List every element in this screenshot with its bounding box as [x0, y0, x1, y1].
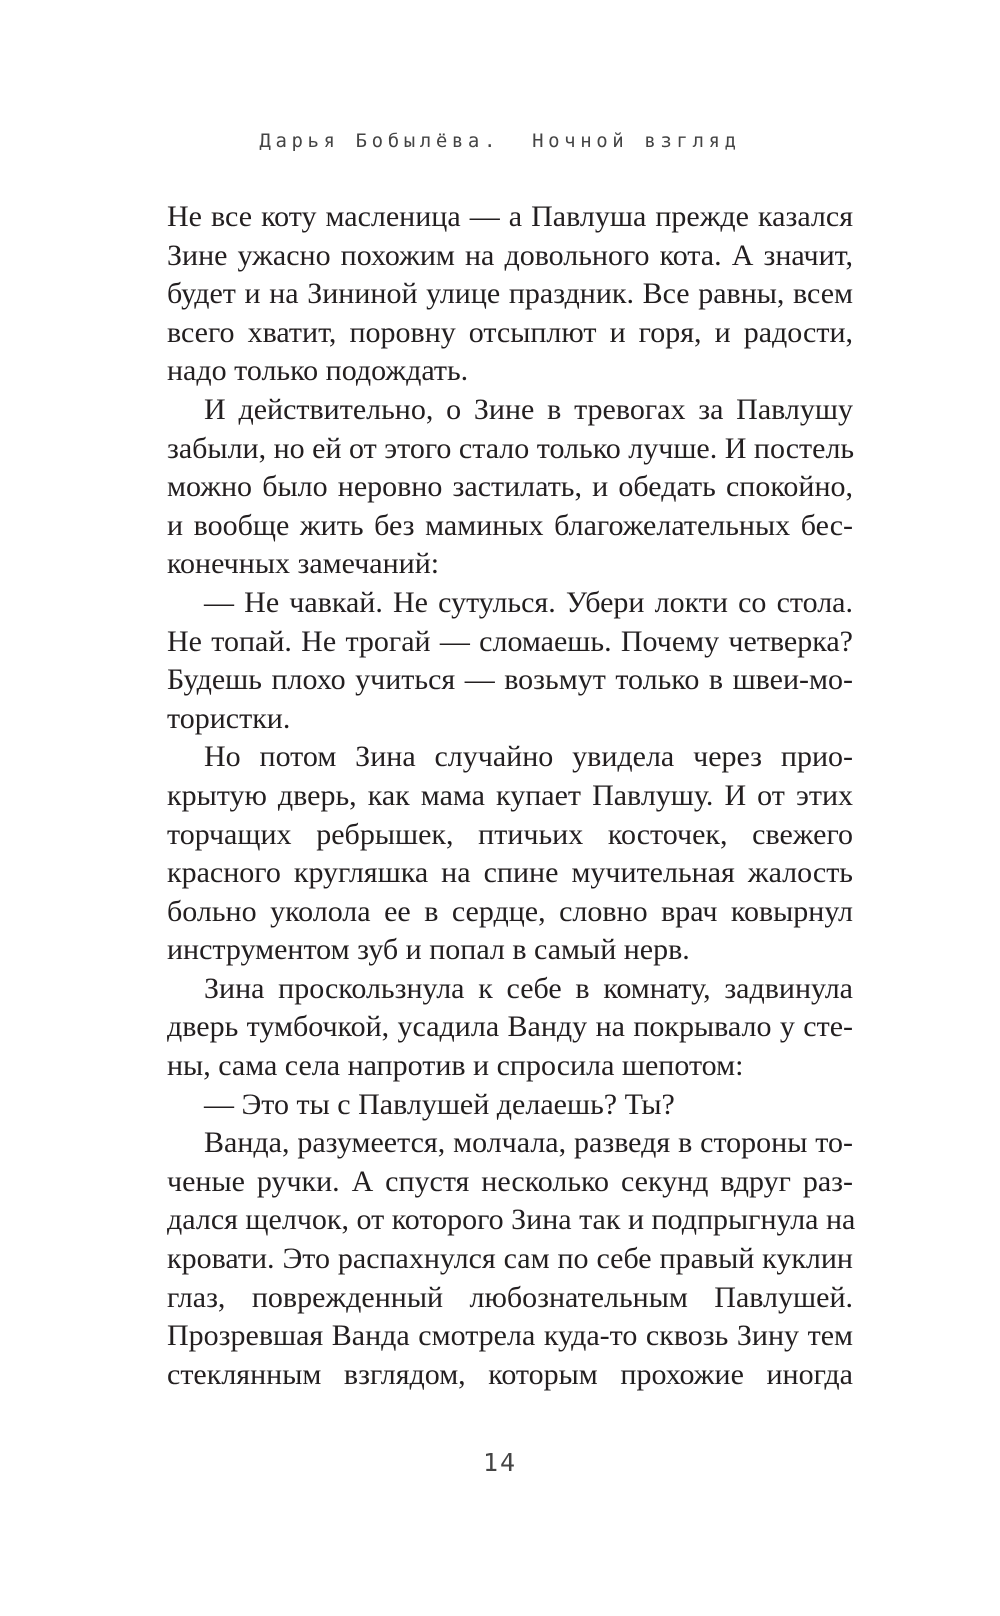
text-line: крытую дверь, как мама купает Павлушу. И от этих [167, 778, 853, 812]
text-line: — Это ты с Павлушей делаешь? Ты? [204, 1087, 675, 1121]
text-line: Будешь плохо учиться — возьмут только в швеи-мо- [167, 663, 853, 697]
text-line: и вообще жить без маминых благожелательных бес- [167, 508, 853, 542]
text-line: ны, сама села напротив и спросила шепотом: [167, 1049, 744, 1083]
text-line: стеклянным взглядом, которым прохожие иногда [167, 1357, 853, 1391]
text-line: ченые ручки. А спустя несколько секунд вдруг раз- [167, 1164, 853, 1198]
text-line: Зина проскользнула к себе в комнату, задвинула [204, 971, 853, 1005]
text-line: Зине ужасно похожим на довольного кота. А значит, [167, 238, 853, 272]
paragraph [167, 970, 853, 1086]
text-line: Ванда, разумеется, молчала, разведя в стороны то- [204, 1126, 853, 1160]
text-line: можно было неровно застилать, и обедать спокойно, [167, 470, 853, 504]
text-line: тористки. [167, 701, 291, 735]
text-line: Не топай. Не трогай — сломаешь. Почему четверка? [167, 624, 853, 658]
text-line: конечных замечаний: [167, 547, 440, 581]
text-line: всего хватит, поровну отсыплют и горя, и радости, [167, 315, 853, 349]
text-line: глаз, поврежденный любознательным Павлушей. [167, 1280, 853, 1314]
running-head-author: Дарья Бобылёва. [259, 130, 500, 152]
body-text [167, 198, 856, 1394]
text-line: И действительно, о Зине в тревогах за Павлушу [204, 392, 853, 426]
text-line: дался щелчок, от которого Зина так и подпрыгнула на [167, 1203, 856, 1237]
text-line: красного кругляшка на спине мучительная жалость [167, 856, 853, 890]
paragraph [167, 584, 853, 738]
text-line: кровати. Это распахнулся сам по себе правый куклин [167, 1242, 853, 1276]
text-line: Прозревшая Ванда смотрела куда-то сквозь Зину тем [167, 1319, 853, 1353]
text-line: дверь тумбочкой, усадила Ванду на покрывало у сте- [167, 1010, 853, 1044]
paragraph [167, 738, 853, 970]
paragraph [167, 198, 853, 391]
text-line: инструментом зуб и попал в самый нерв. [167, 933, 690, 967]
running-head-title: Ночной взгляд [532, 130, 741, 152]
page-number: 14 [482, 1448, 518, 1477]
paragraph [167, 1086, 853, 1125]
paragraph [167, 391, 853, 584]
running-head [0, 130, 1000, 152]
text-line: Но потом Зина случайно увидела через прио- [204, 740, 853, 774]
text-line: забыли, но ей от этого стало только лучше. И постель [167, 431, 855, 465]
text-line: будет и на Зининой улице праздник. Все равны, всем [167, 277, 853, 311]
paragraph [167, 1124, 856, 1394]
text-line: торчащих ребрышек, птичьих косточек, свежего [167, 817, 853, 851]
text-line: Не все коту масленица — а Павлуша прежде казался [167, 200, 853, 233]
text-line: — Не чавкай. Не сутулься. Убери локти со стола. [204, 585, 853, 619]
text-line: больно уколола ее в сердце, словно врач ковырнул [167, 894, 853, 928]
text-line: надо только подождать. [167, 354, 469, 388]
